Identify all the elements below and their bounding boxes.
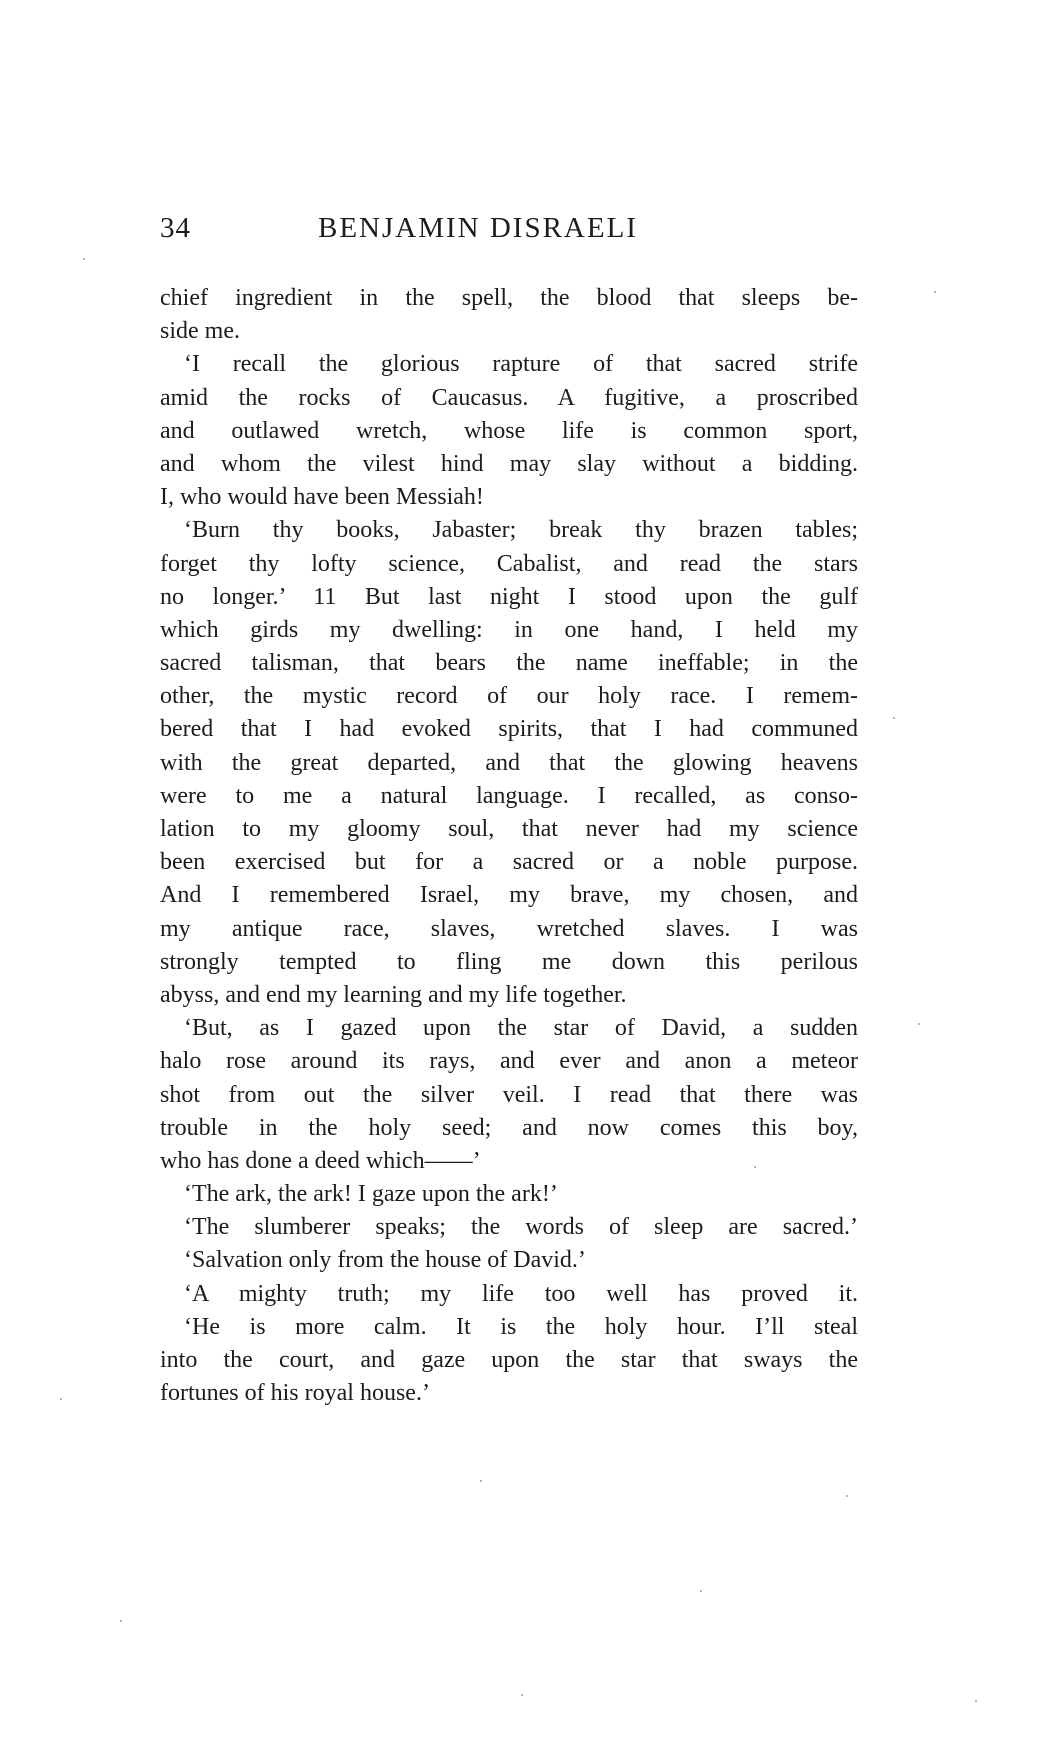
text-line: ‘But, as I gazed upon the star of David, a sudden [184, 1015, 858, 1042]
text-line: lation to my gloomy soul, that never had my science [160, 816, 858, 842]
text-line: I, who would have been Messiah! [160, 484, 484, 511]
text-line: side me. [160, 318, 240, 345]
paper-speck [83, 258, 85, 260]
text-line: and outlawed wretch, whose life is common sport, [160, 417, 858, 444]
text-line: into the court, and gaze upon the star that sways the [160, 1347, 858, 1373]
text-line: ‘The ark, the ark! I gaze upon the ark!’ [184, 1181, 558, 1208]
text-line: ‘Burn thy books, Jabaster; break thy brazen tables; [184, 517, 858, 544]
text-line: ‘I recall the glorious rapture of that sacred strife [184, 351, 858, 378]
text-line: and whom the vilest hind may slay without a bidding. [160, 450, 858, 477]
text-line: other, the mystic record of our holy race. I remem- [160, 683, 858, 710]
paper-speck [934, 291, 936, 293]
text-line: my antique race, slaves, wretched slaves. I was [160, 915, 858, 942]
text-line: halo rose around its rays, and ever and anon a meteor [160, 1048, 858, 1075]
text-line: ‘The slumberer speaks; the words of sleep are sacred.’ [184, 1214, 858, 1241]
text-line: sacred talisman, that bears the name ineffable; in the [160, 650, 858, 677]
text-line: chief ingredient in the spell, the blood that sleeps be- [160, 285, 858, 311]
paper-speck [754, 1166, 756, 1168]
paper-speck [846, 1495, 848, 1497]
text-line: forget thy lofty science, Cabalist, and read the stars [160, 550, 858, 577]
paper-speck [120, 1620, 122, 1622]
text-line: ‘He is more calm. It is the holy hour. I’ll steal [184, 1313, 858, 1340]
text-line: ‘Salvation only from the house of David.’ [184, 1247, 586, 1274]
text-line: fortunes of his royal house.’ [160, 1380, 430, 1407]
paper-speck [60, 1398, 62, 1400]
text-line: with the great departed, and that the glowing heavens [160, 749, 858, 776]
page-header [160, 212, 860, 256]
body-text [160, 282, 858, 1410]
text-line: trouble in the holy seed; and now comes this boy, [160, 1114, 858, 1141]
paper-speck [480, 1480, 482, 1482]
text-line: who has done a deed which——’ [160, 1147, 481, 1174]
text-line: been exercised but for a sacred or a noble purpose. [160, 849, 858, 876]
running-title: BENJAMIN DISRAELI [318, 212, 638, 244]
page-number: 34 [160, 212, 191, 244]
paper-speck [521, 1694, 523, 1696]
paper-speck [975, 1700, 977, 1702]
paper-speck [893, 717, 895, 719]
text-line: no longer.’ 11 But last night I stood upon the gulf [160, 583, 858, 610]
text-line: amid the rocks of Caucasus. A fugitive, a proscribed [160, 384, 858, 411]
text-line: abyss, and end my learning and my life together. [160, 981, 627, 1008]
paper-speck [700, 1590, 702, 1592]
text-line: strongly tempted to fling me down this perilous [160, 948, 858, 975]
paper-speck [918, 1023, 920, 1025]
text-line: And I remembered Israel, my brave, my chosen, and [160, 882, 858, 909]
text-line: shot from out the silver veil. I read that there was [160, 1081, 858, 1108]
text-line: bered that I had evoked spirits, that I had communed [160, 716, 858, 743]
text-line: which girds my dwelling: in one hand, I held my [160, 616, 858, 643]
text-line: ‘A mighty truth; my life too well has proved it. [184, 1280, 858, 1307]
text-line: were to me a natural language. I recalled, as conso- [160, 782, 858, 809]
